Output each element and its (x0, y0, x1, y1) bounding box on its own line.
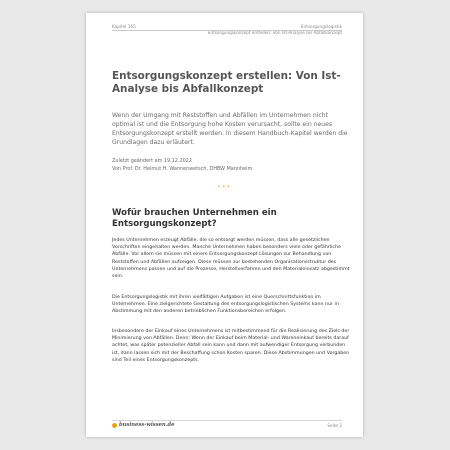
updated-date: Zuletzt geändert am 19.12.2022 (112, 158, 192, 164)
footer-divider (112, 420, 342, 421)
body-paragraph-3: Insbesondere der Einkauf eines Unternehmens ist mitbestimmend für die Realisierung des Ziels der Minimierung von Abfällen. Denn: Wenn der Einkauf beim Material- und Wareneinkauf bereits darauf achtet, was später potenzieller Abfall sein kann und dann mit aufwendiger Entsorgung verbunden ist, dann lassen sich mit der Beschaffung schon Kosten sparen. Diese Abstimmungen und Vorgaben sind Teil eines Entsorgungskonzepts. (112, 329, 350, 363)
page-number: Seite 2 (327, 423, 342, 428)
header-chapter: Kapitel 165 (112, 24, 136, 29)
lead-paragraph: Wenn der Umgang mit Reststoffen und Abfällen im Unternehmen nicht optimal ist und die Entsorgung hohe Kosten verursacht, sollte ein neues Entsorgungskonzept erstellt werden. In diesem Handbuch-Kapitel werden die Grundlagen dazu erläutert. (112, 112, 348, 146)
document-page (86, 13, 363, 437)
article-meta (112, 157, 252, 173)
header-subtitle: Entsorgungskonzept erstellen: Von Ist-Analyse bis Abfallkonzept (207, 29, 342, 35)
page-title: Entsorgungskonzept erstellen: Von Ist-Analyse bis Abfallkonzept (112, 70, 341, 95)
header-category: Entsorgungslogistik (300, 24, 342, 29)
logo-dot-icon (112, 423, 117, 428)
logo-text: business-wissen.de (119, 422, 175, 428)
body-paragraph-1: Jedes Unternehmen erzeugt Abfälle, die so entsorgt werden müssen, dass alle gesetzlichen Vorschriften eingehalten werden. Manche Unternehmen haben besonders viele oder gefährliche Abfälle. Vor allem sie müssen mit einem Entsorgungskonzept Lösungen zur Behandlung von Reststoffen und Abfällen aufzeigen. Diese müssen zur bestehenden Organisationsstruktur des Unternehmens passen und auf die Prozesse, Herstellverfahren und den Materialeinsatz abgestimmt sein. (112, 238, 350, 280)
author-line: Von Prof. Dr. Helmut H. Wannenwetsch, DHBW Mannheim (112, 166, 253, 172)
section-heading: Wofür brauchen Unternehmen ein Entsorgungskonzept? (112, 208, 277, 229)
body-paragraph-2: Die Entsorgungslogistik mit ihren vielfältigen Aufgaben ist eine Querschnittsfunktion im Unternehmen. Eine zielgerichtete Gestaltung des entsorgungslogistischen Systems kann nur in Abstimmung mit den anderen betrieblichen Funktionsbereichen erfolgen. (112, 295, 339, 315)
separator-dots: ••• (217, 184, 232, 190)
site-logo (112, 422, 174, 428)
header-divider (112, 30, 342, 31)
